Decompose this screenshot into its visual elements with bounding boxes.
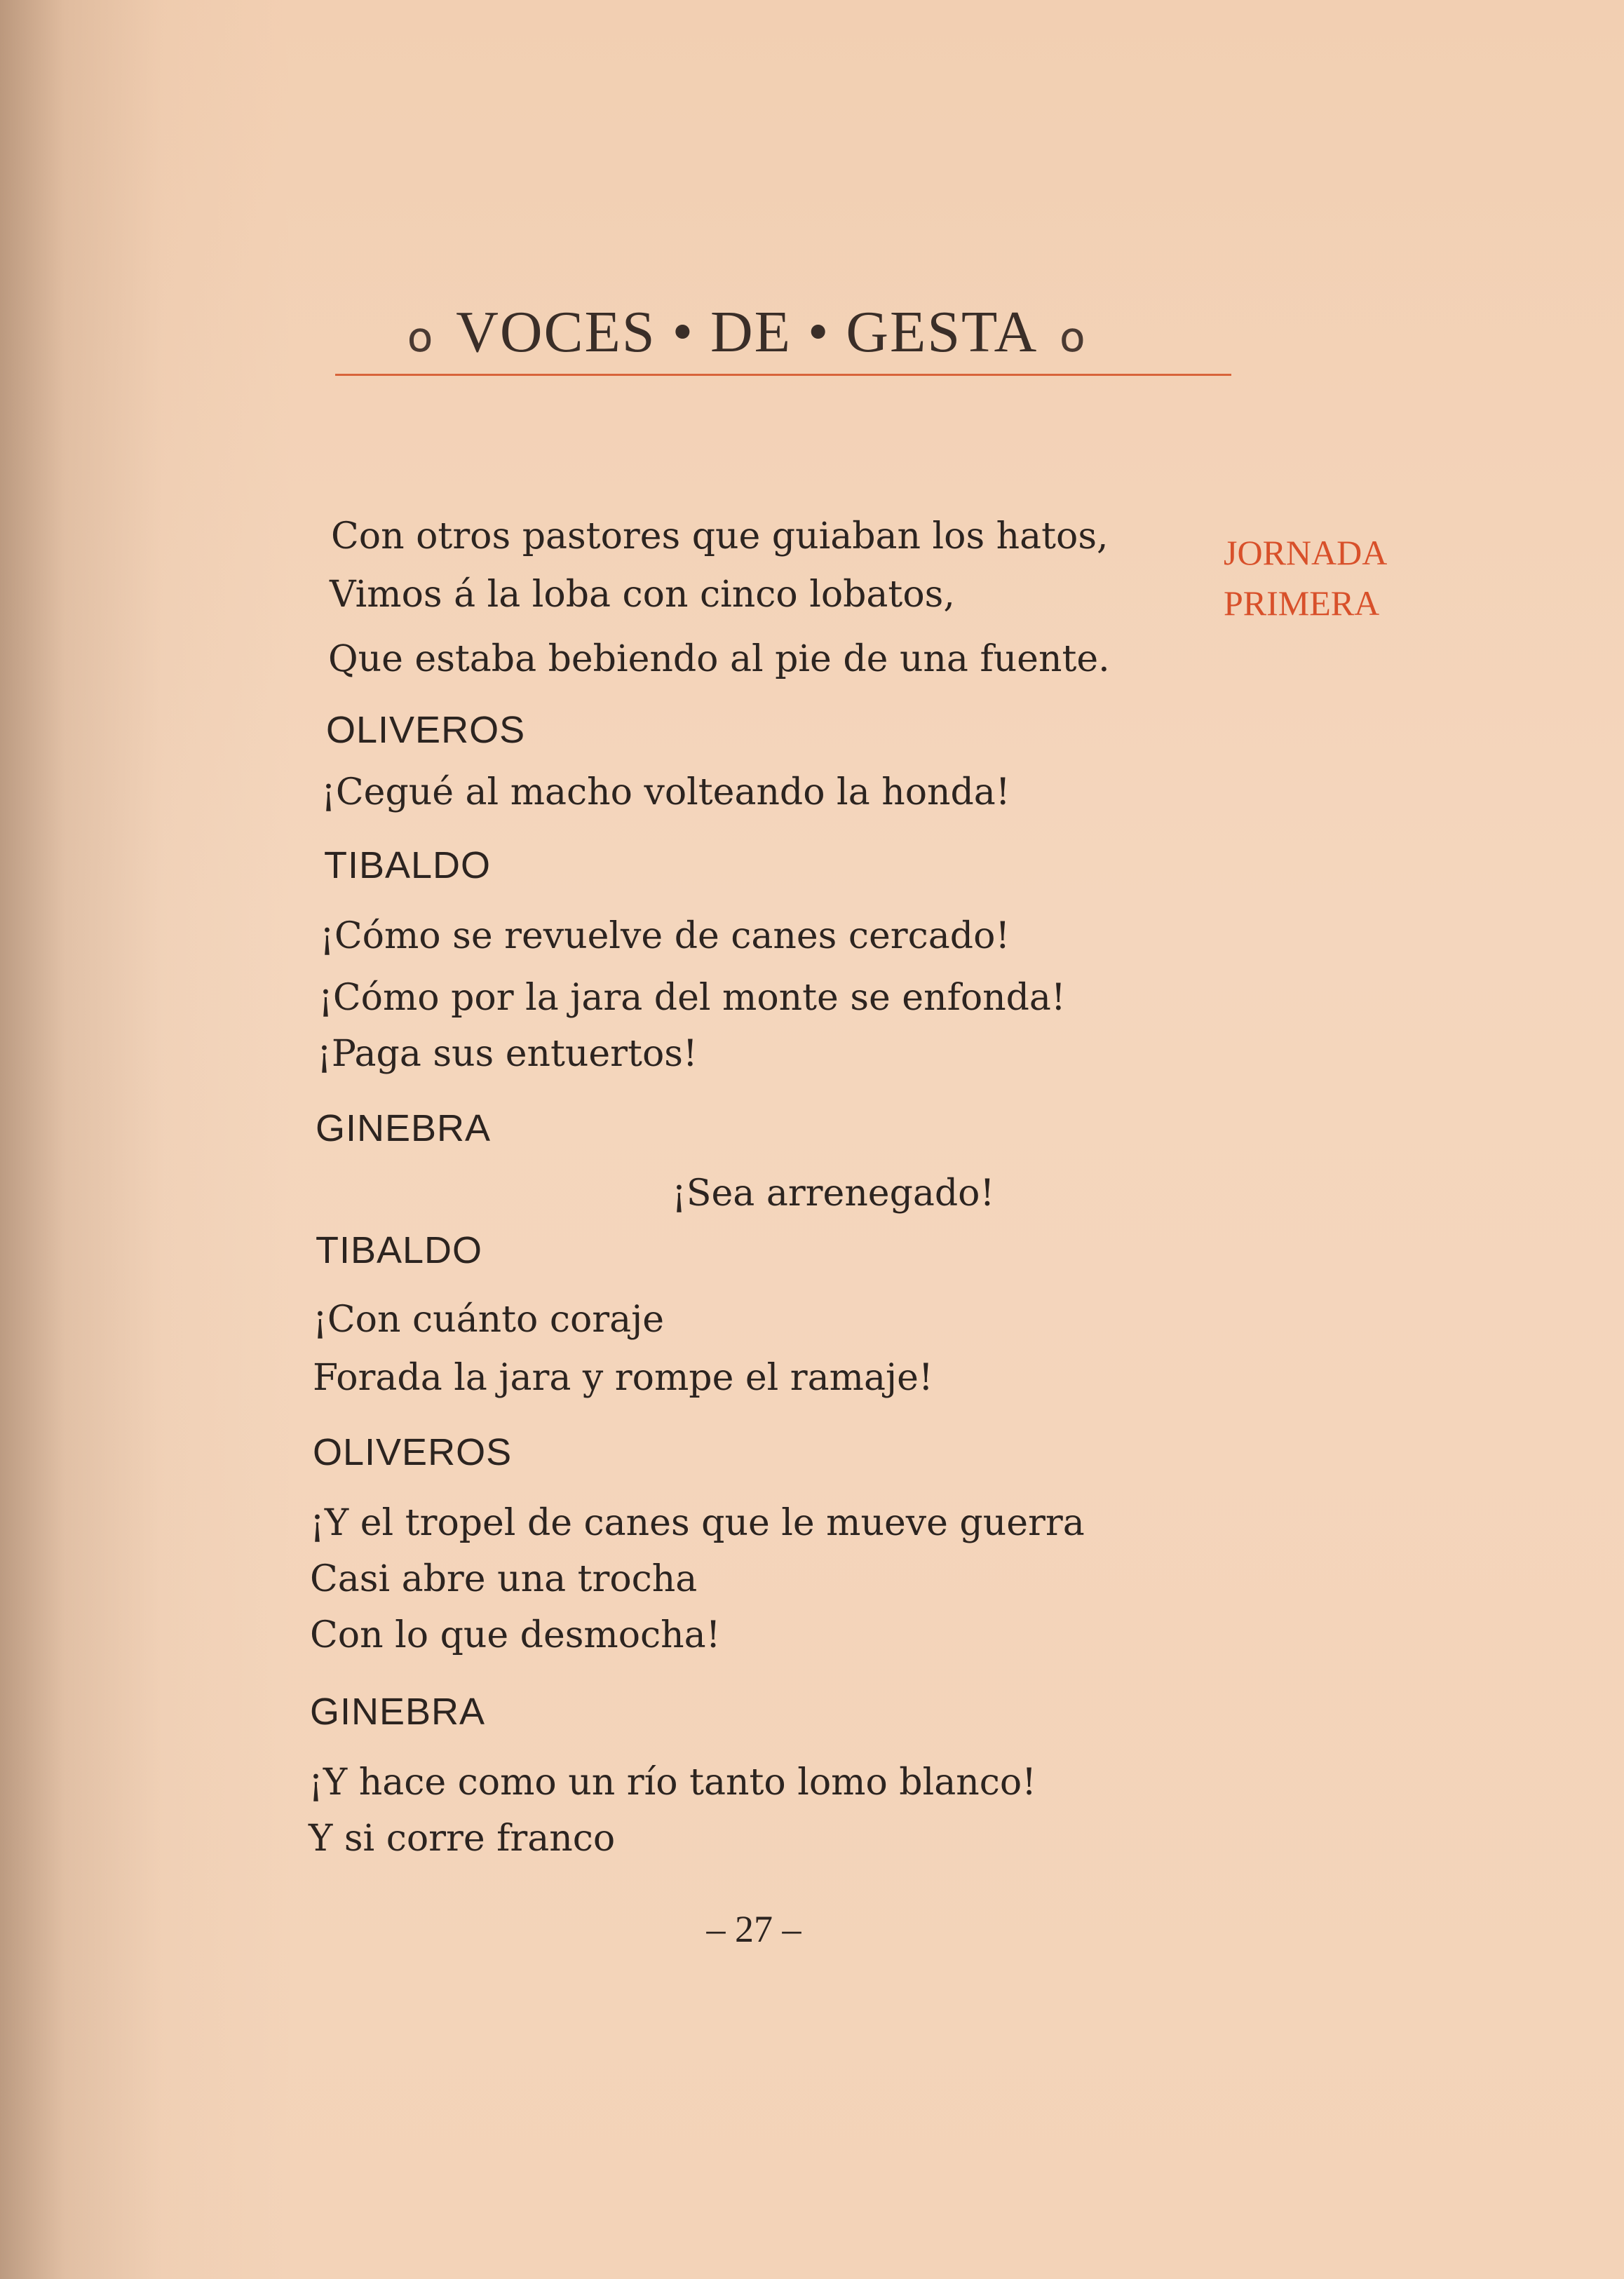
verse-line: Con otros pastores que guiaban los hatos, — [331, 515, 1109, 557]
margin-note — [1224, 527, 1387, 628]
verse-line: ¡Paga sus entuertos! — [317, 1033, 698, 1075]
header-rule — [335, 374, 1231, 376]
speaker-name: TIBALDO — [316, 1229, 483, 1271]
verse-line: ¡Cómo por la jara del monte se enfonda! — [318, 977, 1066, 1019]
speaker-name: GINEBRA — [310, 1691, 486, 1733]
verse-line: ¡Cegué al macho volteando la honda! — [321, 771, 1010, 813]
speaker-name: OLIVEROS — [326, 709, 526, 751]
ornament-right-icon: ໐ — [1059, 314, 1088, 360]
verse-line: ¡Con cuánto coraje — [313, 1299, 665, 1341]
verse-line: ¡Cómo se revuelve de canes cercado! — [320, 915, 1010, 957]
verse-line: ¡Y hace como un río tanto lomo blanco! — [309, 1761, 1037, 1804]
verse-line: Y si corre franco — [309, 1818, 616, 1860]
verse-line: Que estaba bebiendo al pie de una fuente. — [328, 638, 1110, 680]
ornament-left-icon: ໐ — [407, 314, 435, 360]
page-number: – 27 – — [706, 1908, 801, 1950]
margin-note-line: PRIMERA — [1224, 583, 1380, 623]
verse-line: Con lo que desmocha! — [310, 1614, 721, 1656]
verse-line: Vimos á la loba con cinco lobatos, — [330, 574, 955, 616]
verse-line: Casi abre una trocha — [310, 1558, 698, 1600]
speaker-name: GINEBRA — [316, 1107, 492, 1149]
running-head-title: VOCES • DE • GESTA — [456, 299, 1038, 365]
verse-line: ¡Y el tropel de canes que le mueve guerra — [310, 1502, 1085, 1544]
margin-note-line: JORNADA — [1224, 533, 1388, 572]
verse-line: ¡Sea arrenegado! — [672, 1172, 995, 1215]
speaker-name: TIBALDO — [324, 844, 492, 886]
verse-line: Forada la jara y rompe el ramaje! — [313, 1357, 933, 1399]
running-head — [407, 298, 1178, 366]
speaker-name: OLIVEROS — [313, 1431, 513, 1473]
